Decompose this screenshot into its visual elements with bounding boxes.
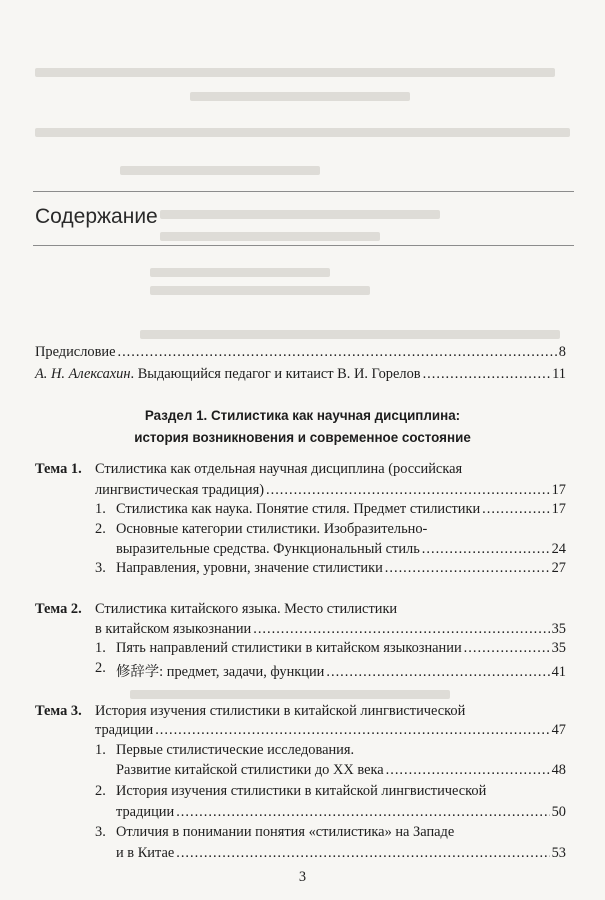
dot-leader bbox=[266, 482, 550, 499]
dot-leader bbox=[326, 664, 549, 681]
entry-page: 35 bbox=[551, 640, 566, 656]
subitem-num: 2. bbox=[95, 660, 106, 676]
entry-page: 41 bbox=[551, 664, 566, 680]
section-heading-line2: история возникновения и современное состояние bbox=[134, 430, 471, 445]
toc-entry-preface[interactable] bbox=[35, 344, 566, 361]
header-rule-bottom bbox=[33, 245, 574, 246]
entry-title: традиции bbox=[116, 804, 175, 820]
dot-leader bbox=[176, 804, 549, 821]
entry-page: 48 bbox=[551, 762, 566, 778]
subitem-num: 1. bbox=[95, 501, 106, 517]
topic-1-item-1[interactable] bbox=[116, 501, 566, 518]
entry-title: лингвистическая традиция) bbox=[95, 482, 264, 498]
entry-page: 35 bbox=[551, 621, 566, 637]
entry-title: Направления, уровни, значение стилистики bbox=[116, 560, 383, 576]
toc-entry-aleksakhin[interactable] bbox=[35, 366, 566, 383]
subitem-num: 3. bbox=[95, 824, 106, 840]
dot-leader bbox=[386, 762, 550, 779]
topic-1-title-cont[interactable] bbox=[95, 482, 566, 499]
topic-3-label: Тема 3. bbox=[35, 703, 82, 719]
topic-3-item-1-cont[interactable] bbox=[116, 762, 566, 779]
entry-page: 47 bbox=[551, 722, 566, 738]
dot-leader bbox=[155, 722, 549, 739]
topic-3-item-2-cont[interactable] bbox=[116, 804, 566, 821]
dot-leader bbox=[482, 501, 549, 518]
subitem-num: 3. bbox=[95, 560, 106, 576]
header-rule-top bbox=[33, 191, 574, 192]
entry-title: выразительные средства. Функциональный стиль bbox=[116, 541, 420, 557]
topic-1-item-2-cont[interactable] bbox=[116, 541, 566, 558]
entry-page: 24 bbox=[551, 541, 566, 557]
entry-title: . Выдающийся педагог и китаист В. И. Горелов bbox=[130, 366, 421, 382]
entry-page: 50 bbox=[551, 804, 566, 820]
dot-leader bbox=[464, 640, 550, 657]
dot-leader bbox=[176, 845, 549, 862]
topic-3-title-cont[interactable] bbox=[95, 722, 566, 739]
subitem-num: 1. bbox=[95, 640, 106, 656]
entry-title: 修辞学: предмет, задачи, функции bbox=[116, 664, 325, 680]
section-heading-line1: Раздел 1. Стилистика как научная дисциплина: bbox=[144, 408, 461, 423]
topic-2-title-cont[interactable] bbox=[95, 621, 566, 638]
topic-3-item-3[interactable]: Отличия в понимании понятия «стилистика» на Западе bbox=[116, 824, 455, 840]
dot-leader bbox=[422, 541, 550, 558]
entry-title: и в Китае bbox=[116, 845, 175, 861]
entry-page: 27 bbox=[551, 560, 566, 576]
topic-2-label: Тема 2. bbox=[35, 601, 82, 617]
subitem-num: 2. bbox=[95, 783, 106, 799]
topic-2-title[interactable]: Стилистика китайского языка. Место стилистики bbox=[95, 601, 398, 617]
topic-1-item-2[interactable]: Основные категории стилистики. Изобразительно- bbox=[116, 521, 428, 537]
topic-1-label: Тема 1. bbox=[35, 461, 82, 477]
topic-3-item-3-cont[interactable] bbox=[116, 845, 566, 862]
topic-2-item-2[interactable] bbox=[116, 660, 566, 681]
entry-author: А. Н. Алексахин bbox=[35, 366, 131, 382]
subitem-num: 2. bbox=[95, 521, 106, 537]
entry-page: 53 bbox=[551, 845, 566, 861]
topic-2-item-1[interactable] bbox=[116, 640, 566, 657]
entry-page: 17 bbox=[551, 482, 566, 498]
subitem-num: 1. bbox=[95, 742, 106, 758]
entry-title: в китайском языкознании bbox=[95, 621, 252, 637]
entry-title: Развитие китайской стилистики до XX века bbox=[116, 762, 384, 778]
entry-page: 8 bbox=[558, 344, 566, 360]
topic-1-item-3[interactable] bbox=[116, 560, 566, 577]
entry-title: Стилистика как наука. Понятие стиля. Предмет стилистики bbox=[116, 501, 481, 517]
dot-leader bbox=[385, 560, 550, 577]
entry-title: Пять направлений стилистики в китайском языкознании bbox=[116, 640, 462, 656]
toc-title: Содержание bbox=[35, 205, 158, 228]
topic-3-item-1[interactable]: Первые стилистические исследования. bbox=[116, 742, 355, 758]
dot-leader bbox=[423, 366, 551, 383]
entry-page: 17 bbox=[551, 501, 566, 517]
entry-page: 11 bbox=[552, 366, 566, 382]
page-number: 3 bbox=[298, 869, 307, 885]
dot-leader bbox=[253, 621, 549, 638]
dot-leader bbox=[117, 344, 556, 361]
entry-title: традиции bbox=[95, 722, 154, 738]
entry-title: Предисловие bbox=[35, 344, 116, 360]
topic-3-item-2[interactable]: История изучения стилистики в китайской лингвистической bbox=[116, 783, 487, 799]
topic-1-title[interactable]: Стилистика как отдельная научная дисциплина (российская bbox=[95, 461, 463, 477]
topic-3-title[interactable]: История изучения стилистики в китайской лингвистической bbox=[95, 703, 466, 719]
